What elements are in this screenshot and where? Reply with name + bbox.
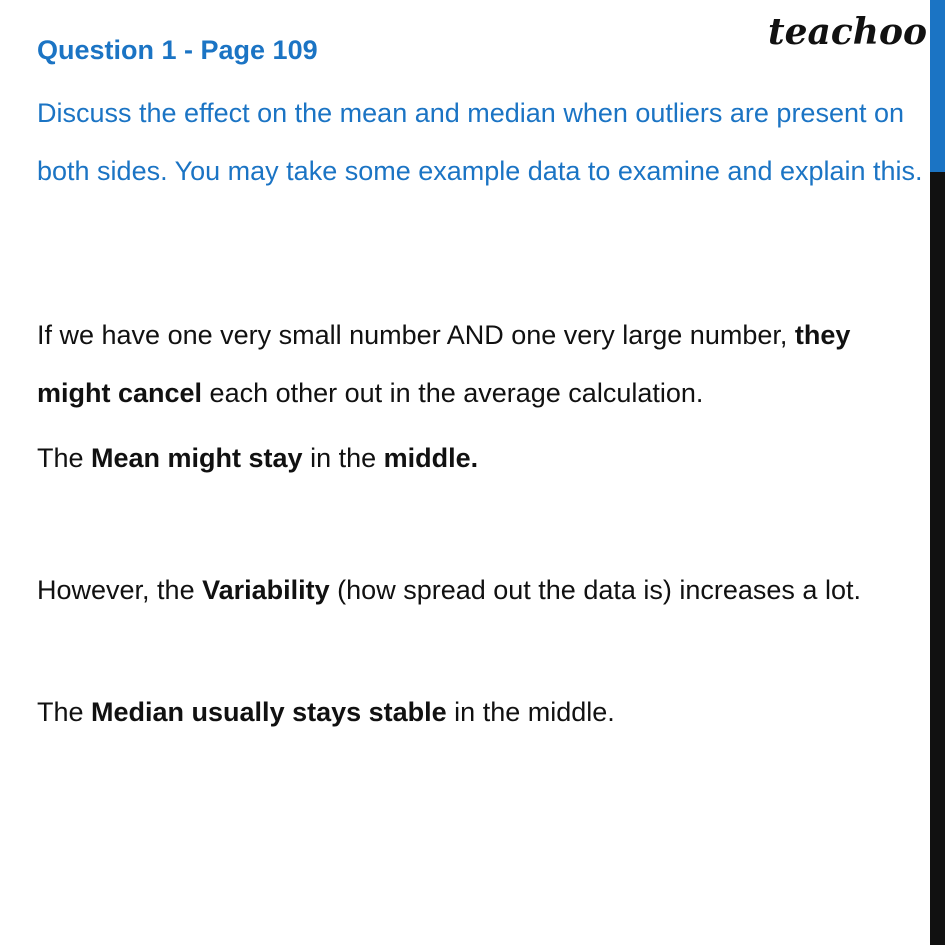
answer-paragraph-3 bbox=[37, 561, 927, 619]
answer-paragraph-1 bbox=[37, 306, 927, 422]
text-span: (how spread out the data is) increases a lot. bbox=[329, 575, 861, 605]
text-span: in the bbox=[302, 443, 384, 473]
bold-span: Median usually stays stable bbox=[91, 697, 447, 727]
text-span: The bbox=[37, 697, 92, 727]
bold-span: Mean might stay bbox=[91, 443, 303, 473]
bold-span: Variability bbox=[202, 575, 330, 605]
text-span: in the middle. bbox=[446, 697, 615, 727]
text-span: The bbox=[37, 443, 92, 473]
text-span: However, the bbox=[37, 575, 203, 605]
teachoo-logo: teachoo bbox=[768, 11, 927, 53]
bold-span: middle. bbox=[383, 443, 479, 473]
bold-span: they might cancel bbox=[37, 320, 851, 408]
question-text: Discuss the effect on the mean and median when outliers are present on both sides. You may take some example data to examine and explain this. bbox=[37, 98, 923, 186]
answer-paragraph-4 bbox=[37, 683, 927, 741]
question-heading: Question 1 - Page 109 bbox=[37, 35, 318, 65]
right-edge-accent bbox=[930, 0, 945, 172]
text-span: If we have one very small number AND one very large number, bbox=[37, 320, 795, 350]
text-span: each other out in the average calculation. bbox=[202, 378, 704, 408]
answer-paragraph-2 bbox=[37, 429, 927, 487]
